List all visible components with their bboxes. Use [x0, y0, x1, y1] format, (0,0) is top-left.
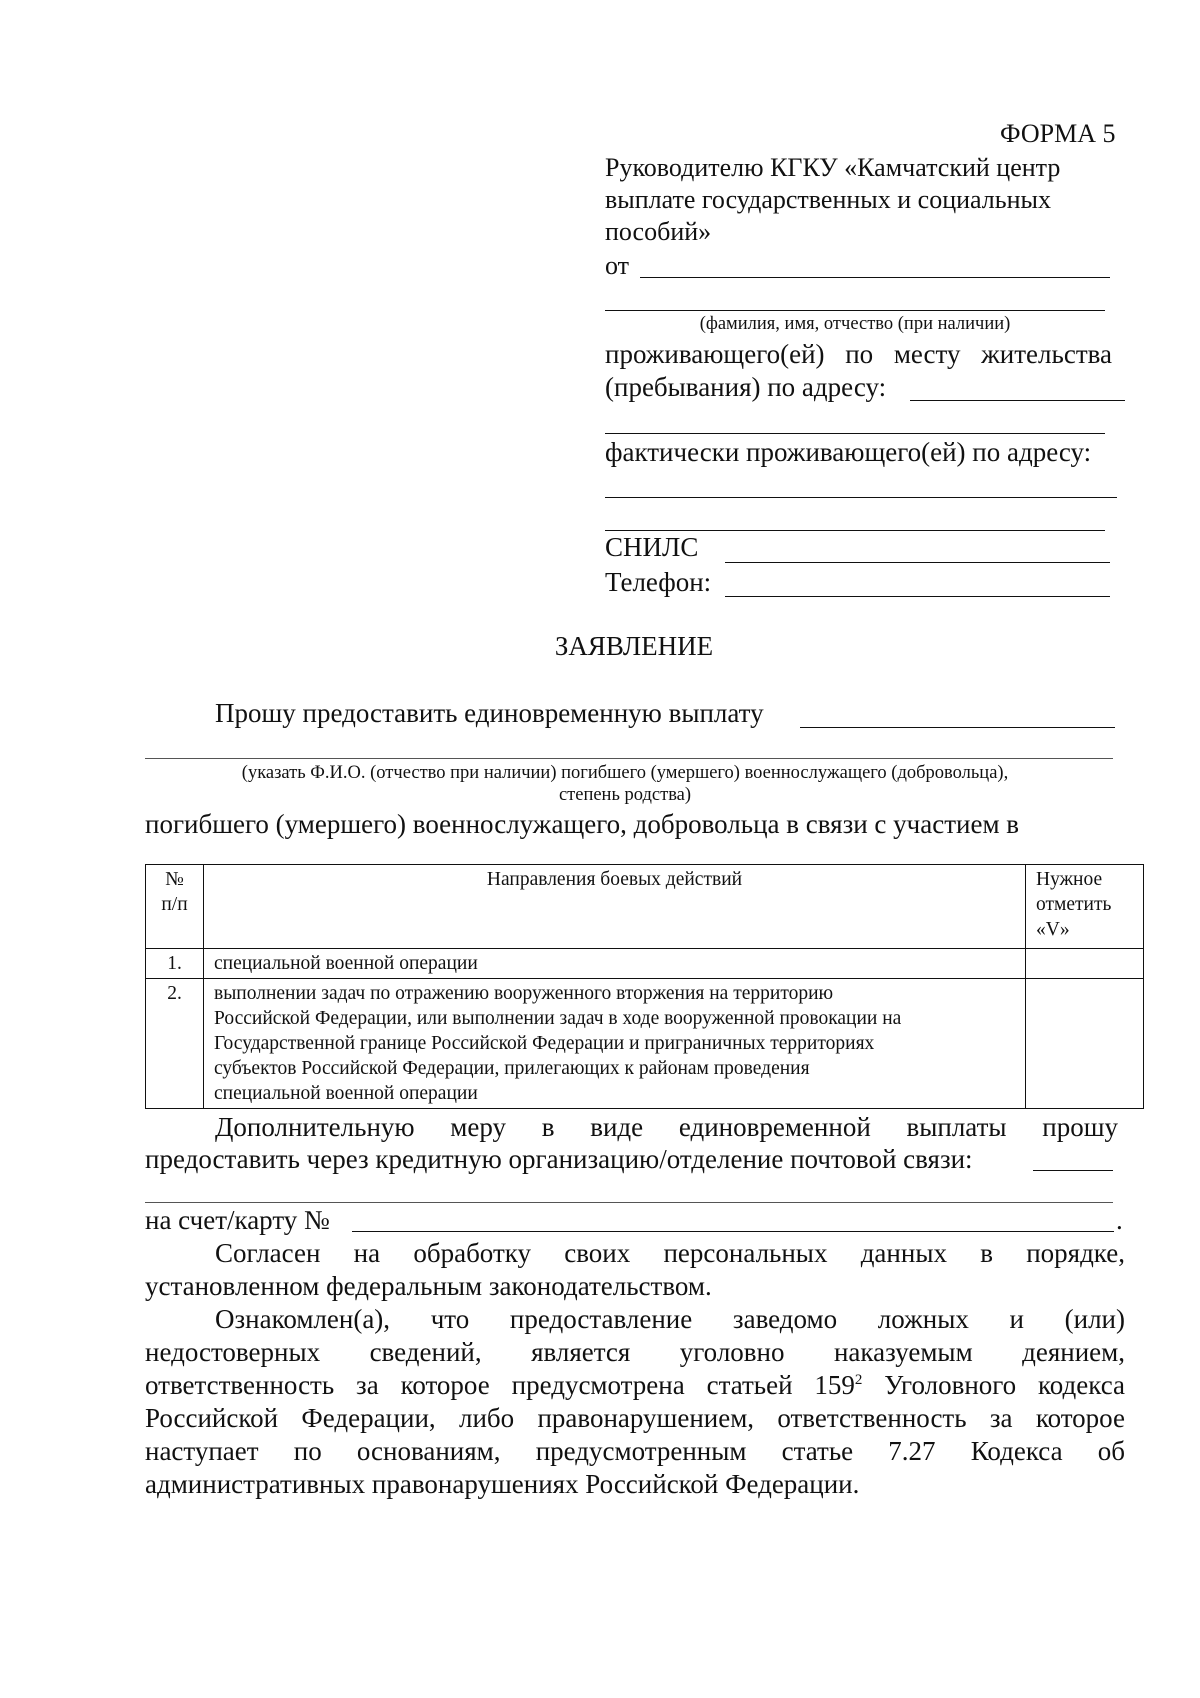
combat-directions-table: [145, 864, 1144, 1109]
row-2-text-line-3: Государственной границе Российской Федерации и приграничных территориях: [214, 1033, 875, 1054]
row-2-text-line-2: Российской Федерации, или выполнении задач в ходе вооруженной провокации на: [214, 1008, 902, 1029]
payment-institution-field-continued[interactable]: [145, 1202, 1113, 1203]
row-2-text: [204, 979, 1026, 1109]
header-direction: Направления боевых действий: [204, 865, 1026, 949]
row-2-mark-cell[interactable]: [1026, 979, 1144, 1109]
request-continuation: погибшего (умершего) военнослужащего, добровольца в связи с участием в: [145, 809, 1020, 839]
account-end: .: [1116, 1205, 1123, 1235]
request-hint-line-1: (указать Ф.И.О. (отчество при наличии) погибшего (умершего) военнослужащего (добровольца),: [241, 763, 1009, 783]
header-num-line-1: №: [165, 869, 184, 890]
snils-label: СНИЛС: [605, 532, 699, 562]
row-1-mark-cell[interactable]: [1026, 949, 1144, 979]
table-row: [146, 949, 1144, 979]
ack-line-5: наступает по основаниям, предусмотренным статье 7.27 Кодекса об: [145, 1436, 1125, 1466]
from-name-field-continued[interactable]: [605, 310, 1105, 311]
document-title: ЗАЯВЛЕНИЕ: [554, 631, 714, 661]
snils-field[interactable]: [725, 562, 1110, 563]
phone-label: Телефон:: [605, 567, 712, 597]
from-label: от: [605, 251, 630, 280]
header-mark-line-3: «V»: [1036, 919, 1070, 940]
header-mark-line-1: Нужное: [1036, 869, 1103, 890]
residence-line-2: (пребывания) по адресу:: [605, 372, 887, 402]
consent-line-1: Согласен на обработку своих персональных данных в порядке,: [215, 1238, 1125, 1268]
from-name-field[interactable]: [640, 277, 1110, 278]
ack-line-1: Ознакомлен(а), что предоставление заведомо ложных и (или): [215, 1304, 1125, 1334]
payment-institution-field[interactable]: [1033, 1170, 1113, 1171]
ack-line-3: [145, 1369, 1125, 1402]
table-row: [146, 979, 1144, 1109]
ack-line-2: недостоверных сведений, является уголовно наказуемым деянием,: [145, 1337, 1125, 1367]
addressee-line-1: Руководителю КГКУ «Камчатский центр: [605, 153, 1061, 182]
phone-field[interactable]: [725, 596, 1110, 597]
row-2-text-line-4: субъектов Российской Федерации, прилегающих к районам проведения: [214, 1058, 810, 1079]
ack-line-3-after: Уголовного кодекса: [862, 1370, 1125, 1400]
row-2-text-line-5: специальной военной операции: [214, 1083, 478, 1104]
residence-line-1: проживающего(ей) по месту жительства: [605, 339, 1112, 369]
request-hint-line-2: степень родства): [558, 785, 692, 805]
ack-line-3-before: ответственность за которое предусмотрена статьей 159: [145, 1370, 855, 1400]
consent-line-2: установленном федеральным законодательством.: [145, 1271, 712, 1301]
header-num-line-2: п/п: [161, 894, 188, 915]
payment-line-2: предоставить через кредитную организацию/отделение почтовой связи:: [145, 1144, 973, 1174]
name-hint: (фамилия, имя, отчество (при наличии): [699, 314, 1011, 334]
actual-address-label: фактически проживающего(ей) по адресу:: [605, 437, 1092, 467]
row-2-text-line-1: выполнении задач по отражению вооруженного вторжения на территорию: [214, 983, 834, 1004]
row-1-num: 1.: [146, 949, 204, 979]
residence-address-field[interactable]: [910, 400, 1125, 401]
ack-line-3-sup: 2: [854, 1372, 863, 1388]
account-number-field[interactable]: [352, 1231, 1114, 1232]
header-num: [146, 865, 204, 949]
header-mark-line-2: отметить: [1036, 894, 1112, 915]
ack-line-6: административных правонарушениях Российской Федерации.: [145, 1469, 860, 1499]
table-header-row: [146, 865, 1144, 949]
form-label: ФОРМА 5: [1000, 119, 1116, 148]
actual-address-field[interactable]: [605, 497, 1117, 498]
row-1-text: специальной военной операции: [204, 949, 1026, 979]
deceased-name-field[interactable]: [800, 727, 1115, 728]
residence-address-field-continued[interactable]: [605, 433, 1105, 434]
addressee-line-2: выплате государственных и социальных: [605, 185, 1052, 214]
payment-line-1: Дополнительную меру в виде единовременной выплаты прошу: [215, 1112, 1118, 1142]
deceased-name-field-continued[interactable]: [145, 758, 1113, 759]
account-label: на счет/карту №: [145, 1205, 330, 1235]
header-mark: [1026, 865, 1144, 949]
row-2-num: 2.: [146, 979, 204, 1109]
request-text: Прошу предоставить единовременную выплату: [215, 698, 764, 728]
addressee-line-3: пособий»: [605, 217, 712, 246]
ack-line-4: Российской Федерации, либо правонарушением, ответственность за которое: [145, 1403, 1125, 1433]
